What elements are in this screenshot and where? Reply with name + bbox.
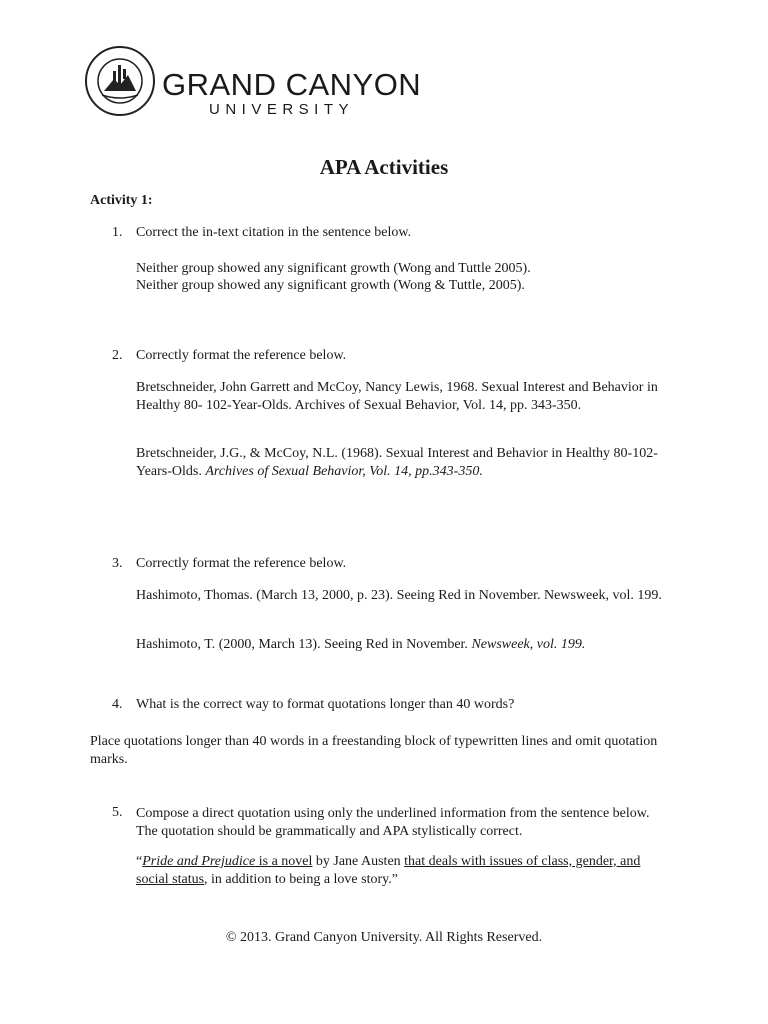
question-2-original: Bretschneider, John Garrett and McCoy, Nancy Lewis, 1968. Sexual Interest and Behavior in Healthy 80- 102-Year-Olds. Archives of Sexual Behavior, Vol. 14, pp. 343-350. [136,380,658,413]
question-5-number: 5. [112,805,123,820]
question-1-original: Neither group showed any significant growth (Wong and Tuttle 2005). [136,261,531,276]
activity-heading: Activity 1: [90,193,153,208]
copyright-footer: © 2013. Grand Canyon University. All Rights Reserved. [225,930,543,945]
question-2-answer [136,445,676,481]
question-2-prompt: Correctly format the reference below. [136,348,347,363]
page-title: APA Activities [319,155,449,179]
question-5-prompt: Compose a direct quotation using only the underlined information from the sentence below. The quotation should be grammatically and APA stylistically correct. [136,806,650,839]
question-3-answer [136,636,676,654]
underlined-title: Pride and Prejudice [142,854,256,869]
question-2-answer-text: Bretschneider, J.G., & McCoy, N.L. (1968). Sexual Interest and Behavior in Healthy 80-102-Years-Olds. [136,446,658,479]
question-4-answer: Place quotations longer than 40 words in a freestanding block of typewritten lines and omit quotation marks. [90,734,658,767]
sentence-middle: by Jane Austen [312,854,405,869]
quote-open: “ [136,854,143,869]
sentence-end: , in addition to being a love story.” [204,872,398,887]
question-1-prompt: Correct the in-text citation in the sentence below. [136,225,412,240]
underlined-phrase-1: is a novel [255,854,313,869]
logo-university-subtitle: UNIVERSITY [209,101,355,118]
underlined-phrase-2: that deals with issues of class, gender, and social status [136,854,641,887]
logo-university-name: GRAND CANYON [162,67,422,102]
university-logo [84,45,422,125]
question-1-answer: Neither group showed any significant growth (Wong & Tuttle, 2005). [136,278,525,293]
question-2-answer-journal: Archives of Sexual Behavior, Vol. 14, pp.343-350. [205,464,483,479]
question-3-answer-journal: Newsweek, vol. 199. [471,637,586,652]
question-3-original: Hashimoto, Thomas. (March 13, 2000, p. 23). Seeing Red in November. Newsweek, vol. 199. [136,588,662,603]
question-3-prompt: Correctly format the reference below. [136,556,347,571]
question-4-number: 4. [112,697,123,712]
question-3-answer-text: Hashimoto, T. (2000, March 13). Seeing Red in November. [136,637,472,652]
question-3-number: 3. [112,556,123,571]
question-5-sentence [136,853,666,889]
question-2-number: 2. [112,348,123,363]
question-4-prompt: What is the correct way to format quotations longer than 40 words? [136,697,515,712]
question-1-number: 1. [112,225,123,240]
university-seal-icon [84,45,156,117]
